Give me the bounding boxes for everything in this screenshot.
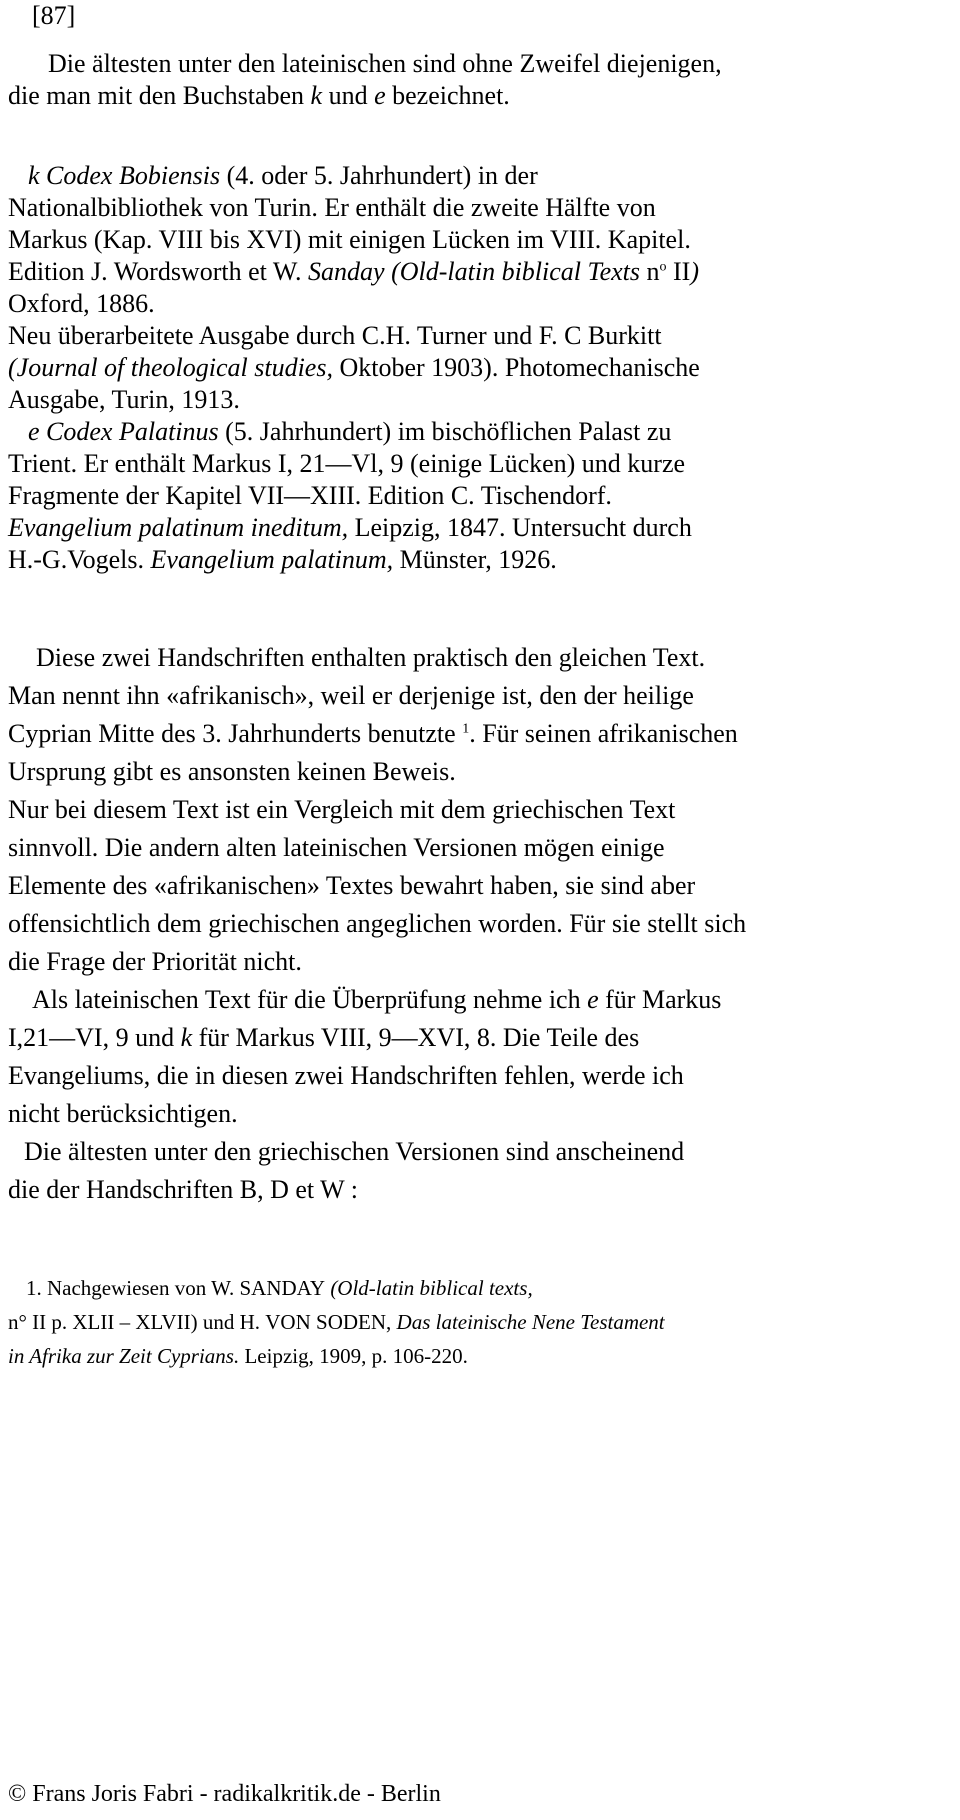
body-p4-line-2: die der Handschriften B, D et W :: [8, 1175, 358, 1204]
body-p3-line-1: Als lateinischen Text für die Überprüfung nehme ich e für Markus: [32, 985, 722, 1014]
footnote-line-1: 1. Nachgewiesen von W. SANDAY (Old-latin biblical texts,: [26, 1276, 533, 1300]
codex-k-line-5: Oxford, 1886.: [8, 289, 155, 318]
body-p2-line-1: Nur bei diesem Text ist ein Vergleich mit dem griechischen Text: [8, 795, 676, 824]
body-p1-line-1: Diese zwei Handschriften enthalten praktisch den gleichen Text.: [36, 643, 706, 672]
codex-e-line-1: e Codex Palatinus (5. Jahrhundert) im bischöflichen Palast zu: [28, 417, 672, 446]
footnote-line-3: in Afrika zur Zeit Cyprians. Leipzig, 1909, p. 106-220.: [8, 1344, 468, 1368]
body-p4-line-1: Die ältesten unter den griechischen Versionen sind anscheinend: [24, 1137, 685, 1166]
codex-e-line-4: Evangelium palatinum ineditum, Leipzig, 1847. Untersucht durch: [8, 513, 692, 542]
footnote-line-2: n° II p. XLII – XLVII) und H. VON SODEN, Das lateinische Nene Testament: [8, 1310, 665, 1334]
codex-k-line-6: Neu überarbeitete Ausgabe durch C.H. Turner und F. C Burkitt: [8, 321, 662, 350]
codex-k-line-4: Edition J. Wordsworth et W. Sanday (Old-latin biblical Texts $n^o$ II): [8, 257, 700, 286]
codex-e-line-2: Trient. Er enthält Markus I, 21—Vl, 9 (einige Lücken) und kurze: [8, 449, 686, 478]
body-p1-line-2: Man nennt ihn «afrikanisch», weil er derjenige ist, den der heilige: [8, 681, 694, 710]
body-p3-line-4: nicht berücksichtigen.: [8, 1099, 238, 1128]
codex-e-line-3: Fragmente der Kapitel VII—XIII. Edition C. Tischendorf.: [8, 481, 612, 510]
codex-k-line-7: (Journal of theological studies, Oktober 1903). Photomechanische: [8, 353, 700, 382]
body-p1-line-3: Cyprian Mitte des 3. Jahrhunderts benutzte $^1$. Für seinen afrikanischen: [8, 719, 738, 748]
codex-k-line-8: Ausgabe, Turin, 1913.: [8, 385, 240, 414]
codex-e-line-5: H.-G.Vogels. Evangelium palatinum, Münster, 1926.: [8, 545, 557, 574]
page-footer: © Frans Joris Fabri - radikalkritik.de - Berlin: [8, 1781, 441, 1807]
body-p1-line-4: Ursprung gibt es ansonsten keinen Beweis.: [8, 757, 456, 786]
body-p2-line-5: die Frage der Priorität nicht.: [8, 947, 302, 976]
intro-line-1: Die ältesten unter den lateinischen sind ohne Zweifel diejenigen,: [48, 49, 722, 78]
intro-line-2: die man mit den Buchstaben k und e bezeichnet.: [8, 81, 510, 110]
page-number: [87]: [32, 1, 76, 30]
body-p3-line-2: I,21—VI, 9 und k für Markus VIII, 9—XVI, 8. Die Teile des: [8, 1023, 640, 1052]
body-p3-line-3: Evangeliums, die in diesen zwei Handschriften fehlen, werde ich: [8, 1061, 684, 1090]
codex-k-line-1: k Codex Bobiensis (4. oder 5. Jahrhundert) in der: [28, 161, 538, 190]
codex-k-line-3: Markus (Kap. VIII bis XVI) mit einigen Lücken im VIII. Kapitel.: [8, 225, 691, 254]
body-p2-line-4: offensichtlich dem griechischen angeglichen worden. Für sie stellt sich: [8, 909, 747, 938]
body-p2-line-3: Elemente des «afrikanischen» Textes bewahrt haben, sie sind aber: [8, 871, 696, 900]
body-p2-line-2: sinnvoll. Die andern alten lateinischen Versionen mögen einige: [8, 833, 665, 862]
codex-k-line-2: Nationalbibliothek von Turin. Er enthält die zweite Hälfte von: [8, 193, 656, 222]
